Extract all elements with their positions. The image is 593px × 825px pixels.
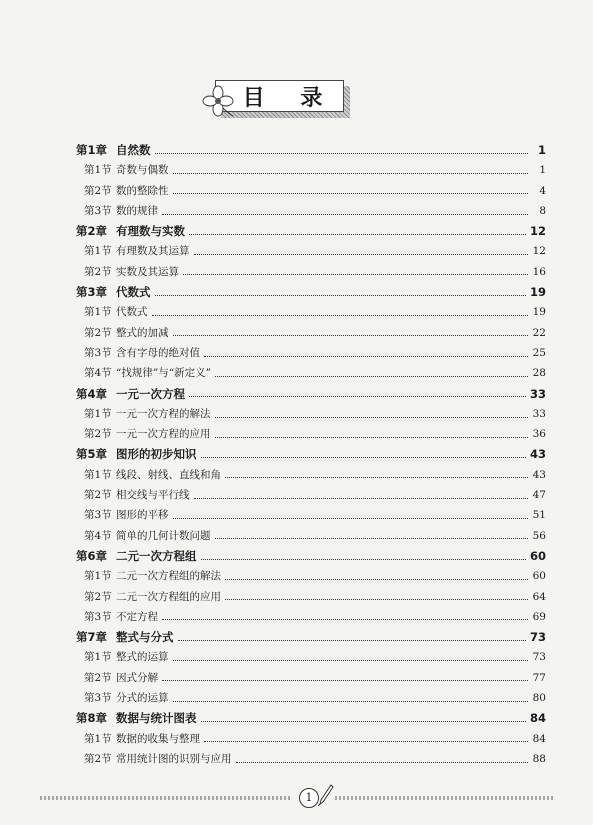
dot-leader xyxy=(183,264,528,275)
toc-section-row xyxy=(76,181,546,201)
dot-leader xyxy=(236,752,529,763)
chapter-title: 整式与分式 xyxy=(116,630,174,645)
section-number: 第2节 xyxy=(84,265,112,278)
chapter-title: 自然数 xyxy=(116,143,151,157)
dot-leader xyxy=(225,589,528,600)
section-number: 第3节 xyxy=(84,692,112,705)
section-title: 奇数与偶数 xyxy=(116,164,169,177)
chapter-page-number: 73 xyxy=(529,630,546,645)
section-number: 第2节 xyxy=(84,671,112,684)
chapter-page-number: 43 xyxy=(529,447,546,462)
section-number: 第3节 xyxy=(84,346,112,359)
toc-chapter-row xyxy=(76,282,546,302)
toc-section-row xyxy=(76,688,546,708)
page-number: 1 xyxy=(299,788,319,808)
section-page-number: 28 xyxy=(532,367,546,380)
section-number: 第2节 xyxy=(84,428,112,441)
section-number: 第4节 xyxy=(84,367,112,380)
dot-leader xyxy=(189,224,526,235)
section-title: 实数及其运算 xyxy=(116,265,179,278)
table-of-contents xyxy=(76,140,546,769)
section-title: 因式分解 xyxy=(116,671,158,684)
section-page-number: 4 xyxy=(539,184,546,197)
toc-section-row xyxy=(76,505,546,525)
section-page-number: 1 xyxy=(539,164,546,177)
chapter-number: 第2章 xyxy=(76,224,108,239)
chapter-number: 第7章 xyxy=(76,630,108,645)
chapter-page-number: 60 xyxy=(529,548,546,563)
section-page-number: 84 xyxy=(532,732,546,745)
section-number: 第3节 xyxy=(84,204,112,217)
toc-section-row xyxy=(76,729,546,749)
dot-leader xyxy=(152,305,529,316)
toc-section-row xyxy=(76,302,546,322)
dot-leader xyxy=(173,650,529,661)
section-title: 一元一次方程的应用 xyxy=(116,428,211,441)
toc-section-row xyxy=(76,343,546,363)
section-title: 有理数及其运算 xyxy=(116,245,190,258)
dot-leader xyxy=(173,163,529,174)
dot-leader xyxy=(173,508,529,519)
chapter-page-number: 12 xyxy=(529,224,546,239)
chapter-page-number: 19 xyxy=(529,285,546,300)
toc-section-row xyxy=(76,160,546,180)
toc-section-row xyxy=(76,323,546,343)
section-page-number: 16 xyxy=(532,265,546,278)
section-title: 整式的加减 xyxy=(116,326,169,339)
chapter-title: 二元一次方程组 xyxy=(116,548,197,563)
dot-leader xyxy=(215,366,528,377)
dot-leader xyxy=(215,427,529,438)
pen-icon xyxy=(318,784,334,806)
chapter-number: 第8章 xyxy=(76,711,108,726)
section-page-number: 51 xyxy=(532,509,546,522)
toc-section-row xyxy=(76,201,546,221)
toc-chapter-row xyxy=(76,221,546,241)
chapter-page-number: 1 xyxy=(537,143,546,157)
section-title: 图形的平移 xyxy=(116,509,169,522)
toc-section-row xyxy=(76,485,546,505)
section-page-number: 8 xyxy=(539,204,546,217)
section-number: 第1节 xyxy=(84,245,112,258)
section-number: 第1节 xyxy=(84,570,112,583)
section-number: 第1节 xyxy=(84,468,112,481)
dot-leader xyxy=(189,386,526,397)
toc-chapter-row xyxy=(76,627,546,647)
toc-section-row xyxy=(76,424,546,444)
section-page-number: 33 xyxy=(532,407,546,420)
section-page-number: 25 xyxy=(532,346,546,359)
title-banner xyxy=(215,80,350,118)
dot-leader xyxy=(201,711,526,722)
section-number: 第2节 xyxy=(84,590,112,603)
footer-decoration-left xyxy=(40,796,290,800)
section-number: 第2节 xyxy=(84,752,112,765)
section-title: 简单的几何计数问题 xyxy=(116,529,211,542)
chapter-page-number: 84 xyxy=(529,711,546,726)
section-title: 一元一次方程的解法 xyxy=(116,407,211,420)
section-page-number: 77 xyxy=(532,671,546,684)
section-page-number: 43 xyxy=(532,468,546,481)
section-page-number: 22 xyxy=(532,326,546,339)
section-title: “找规律”与“新定义” xyxy=(116,367,211,380)
section-title: 数的整除性 xyxy=(116,184,169,197)
toc-section-row xyxy=(76,607,546,627)
section-page-number: 88 xyxy=(532,752,546,765)
toc-section-row xyxy=(76,262,546,282)
dot-leader xyxy=(225,569,528,580)
dot-leader xyxy=(215,407,529,418)
section-title: 含有字母的绝对值 xyxy=(116,346,200,359)
dot-leader xyxy=(162,609,528,620)
dot-leader xyxy=(204,731,528,742)
dot-leader xyxy=(194,244,529,255)
dot-leader xyxy=(173,691,529,702)
chapter-number: 第3章 xyxy=(76,285,108,300)
dot-leader xyxy=(178,630,526,641)
page-title: 目 录 xyxy=(215,80,344,112)
section-page-number: 73 xyxy=(532,651,546,664)
dot-leader xyxy=(204,346,528,357)
toc-chapter-row xyxy=(76,384,546,404)
dot-leader xyxy=(215,528,529,539)
section-number: 第1节 xyxy=(84,306,112,319)
dot-leader xyxy=(162,204,528,215)
section-title: 常用统计图的识别与应用 xyxy=(116,752,232,765)
dot-leader xyxy=(173,325,529,336)
section-page-number: 19 xyxy=(532,306,546,319)
section-page-number: 69 xyxy=(532,610,546,623)
chapter-number: 第4章 xyxy=(76,386,108,401)
toc-section-row xyxy=(76,749,546,769)
section-page-number: 60 xyxy=(532,570,546,583)
section-number: 第2节 xyxy=(84,326,112,339)
toc-section-row xyxy=(76,241,546,261)
section-title: 数据的收集与整理 xyxy=(116,732,200,745)
chapter-title: 一元一次方程 xyxy=(116,386,185,401)
section-title: 整式的运算 xyxy=(116,651,169,664)
section-page-number: 56 xyxy=(532,529,546,542)
dot-leader xyxy=(173,183,529,194)
section-page-number: 64 xyxy=(532,590,546,603)
toc-section-row xyxy=(76,668,546,688)
toc-chapter-row xyxy=(76,140,546,160)
section-number: 第2节 xyxy=(84,489,112,502)
toc-section-row xyxy=(76,587,546,607)
toc-section-row xyxy=(76,404,546,424)
section-number: 第1节 xyxy=(84,407,112,420)
dot-leader xyxy=(201,549,526,560)
section-title: 不定方程 xyxy=(116,610,158,623)
dot-leader xyxy=(155,285,526,296)
toc-chapter-row xyxy=(76,708,546,728)
section-page-number: 36 xyxy=(532,428,546,441)
dot-leader xyxy=(155,143,529,154)
chapter-title: 图形的初步知识 xyxy=(116,447,197,462)
section-title: 相交线与平行线 xyxy=(116,489,190,502)
flower-icon xyxy=(201,84,235,118)
footer-decoration-right xyxy=(335,796,553,800)
dot-leader xyxy=(201,447,526,458)
section-title: 代数式 xyxy=(116,306,148,319)
section-number: 第3节 xyxy=(84,509,112,522)
chapter-number: 第6章 xyxy=(76,548,108,563)
section-title: 二元一次方程组的解法 xyxy=(116,570,221,583)
dot-leader xyxy=(162,670,528,681)
toc-section-row xyxy=(76,647,546,667)
toc-chapter-row xyxy=(76,546,546,566)
toc-section-row xyxy=(76,526,546,546)
chapter-page-number: 33 xyxy=(529,386,546,401)
section-title: 分式的运算 xyxy=(116,692,169,705)
toc-section-row xyxy=(76,566,546,586)
section-number: 第3节 xyxy=(84,610,112,623)
section-number: 第4节 xyxy=(84,529,112,542)
section-page-number: 47 xyxy=(532,489,546,502)
toc-section-row xyxy=(76,363,546,383)
section-title: 二元一次方程组的应用 xyxy=(116,590,221,603)
section-number: 第2节 xyxy=(84,184,112,197)
chapter-number: 第1章 xyxy=(76,143,108,157)
section-number: 第1节 xyxy=(84,732,112,745)
chapter-title: 有理数与实数 xyxy=(116,224,185,239)
chapter-title: 代数式 xyxy=(116,285,151,300)
section-title: 数的规律 xyxy=(116,204,158,217)
section-number: 第1节 xyxy=(84,651,112,664)
dot-leader xyxy=(194,488,529,499)
section-number: 第1节 xyxy=(84,164,112,177)
chapter-title: 数据与统计图表 xyxy=(116,711,197,726)
toc-chapter-row xyxy=(76,444,546,464)
page-footer xyxy=(40,790,553,806)
toc-section-row xyxy=(76,465,546,485)
chapter-number: 第5章 xyxy=(76,447,108,462)
section-title: 线段、射线、直线和角 xyxy=(116,468,221,481)
section-page-number: 12 xyxy=(532,245,546,258)
dot-leader xyxy=(225,467,528,478)
section-page-number: 80 xyxy=(532,692,546,705)
